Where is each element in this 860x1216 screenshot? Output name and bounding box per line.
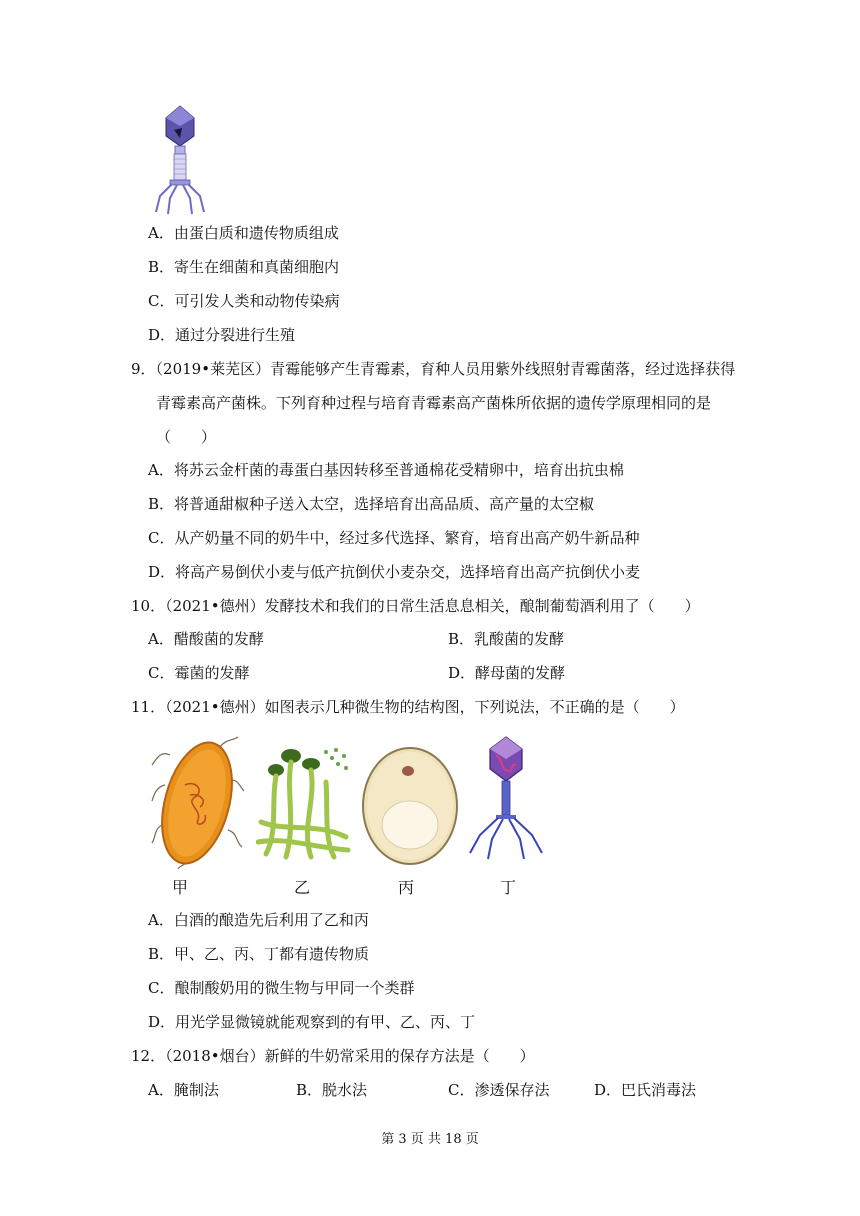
q10-option-c: C．霉菌的发酵	[148, 664, 250, 682]
q9-option-c: C．从产奶量不同的奶牛中，经过多代选择、繁育，培育出高产奶牛新品种	[148, 529, 640, 547]
bacterium-figure	[150, 735, 245, 870]
label-bing: 丙	[398, 878, 415, 897]
q9-option-d: D．将高产易倒伏小麦与低产抗倒伏小麦杂交，选择培育出高产抗倒伏小麦	[148, 563, 641, 581]
q12-option-d: D．巴氏消毒法	[594, 1081, 697, 1099]
q8-option-c: C．可引发人类和动物传染病	[148, 292, 340, 310]
q10-stem: 10．（2021•德州）发酵技术和我们的日常生活息息相关，酿制葡萄酒利用了（ ）	[131, 597, 700, 615]
phage-figure	[150, 104, 210, 216]
q12-option-c: C．渗透保存法	[448, 1081, 550, 1099]
q9-option-a: A．将苏云金杆菌的毒蛋白基因转移至普通棉花受精卵中，培育出抗虫棉	[148, 461, 624, 479]
q12-option-b: B．脱水法	[296, 1081, 368, 1099]
q11-option-c: C．酿制酸奶用的微生物与甲同一个类群	[148, 979, 415, 997]
q8-option-a: A．由蛋白质和遗传物质组成	[148, 224, 339, 242]
q8-option-b: B．寄生在细菌和真菌细胞内	[148, 258, 340, 276]
mold-figure	[256, 742, 351, 862]
q11-option-a: A．白酒的酿造先后利用了乙和丙	[148, 911, 369, 929]
q10-option-a: A．醋酸菌的发酵	[148, 630, 264, 648]
label-jia: 甲	[172, 878, 189, 897]
label-yi: 乙	[294, 878, 311, 897]
virus-figure	[466, 735, 546, 865]
yeast-figure	[360, 745, 460, 867]
q10-option-b: B．乳酸菌的发酵	[448, 630, 565, 648]
q12-stem: 12．（2018•烟台）新鲜的牛奶常采用的保存方法是（ ）	[131, 1047, 535, 1065]
q9-stem-line3: （ ）	[156, 428, 217, 446]
label-ding: 丁	[500, 878, 517, 897]
page-footer: 第 3 页 共 18 页	[381, 1132, 479, 1147]
q10-option-d: D．酵母菌的发酵	[448, 664, 566, 682]
q11-option-b: B．甲、乙、丙、丁都有遗传物质	[148, 945, 370, 963]
q8-option-d: D．通过分裂进行生殖	[148, 326, 296, 344]
q11-stem: 11．（2021•德州）如图表示几种微生物的结构图，下列说法，不正确的是（ ）	[131, 698, 685, 716]
q9-stem-line2: 青霉素高产菌株。下列育种过程与培育青霉素高产菌株所依据的遗传学原理相同的是	[156, 394, 712, 412]
q9-option-b: B．将普通甜椒种子送入太空，选择培育出高品质、高产量的太空椒	[148, 495, 595, 513]
q9-stem-line1: 9．（2019•莱芜区）青霉能够产生青霉素，育种人员用紫外线照射青霉菌落，经过选择获得	[131, 360, 736, 378]
q11-option-d: D．用光学显微镜就能观察到的有甲、乙、丙、丁	[148, 1013, 476, 1031]
q12-option-a: A．腌制法	[148, 1081, 219, 1099]
